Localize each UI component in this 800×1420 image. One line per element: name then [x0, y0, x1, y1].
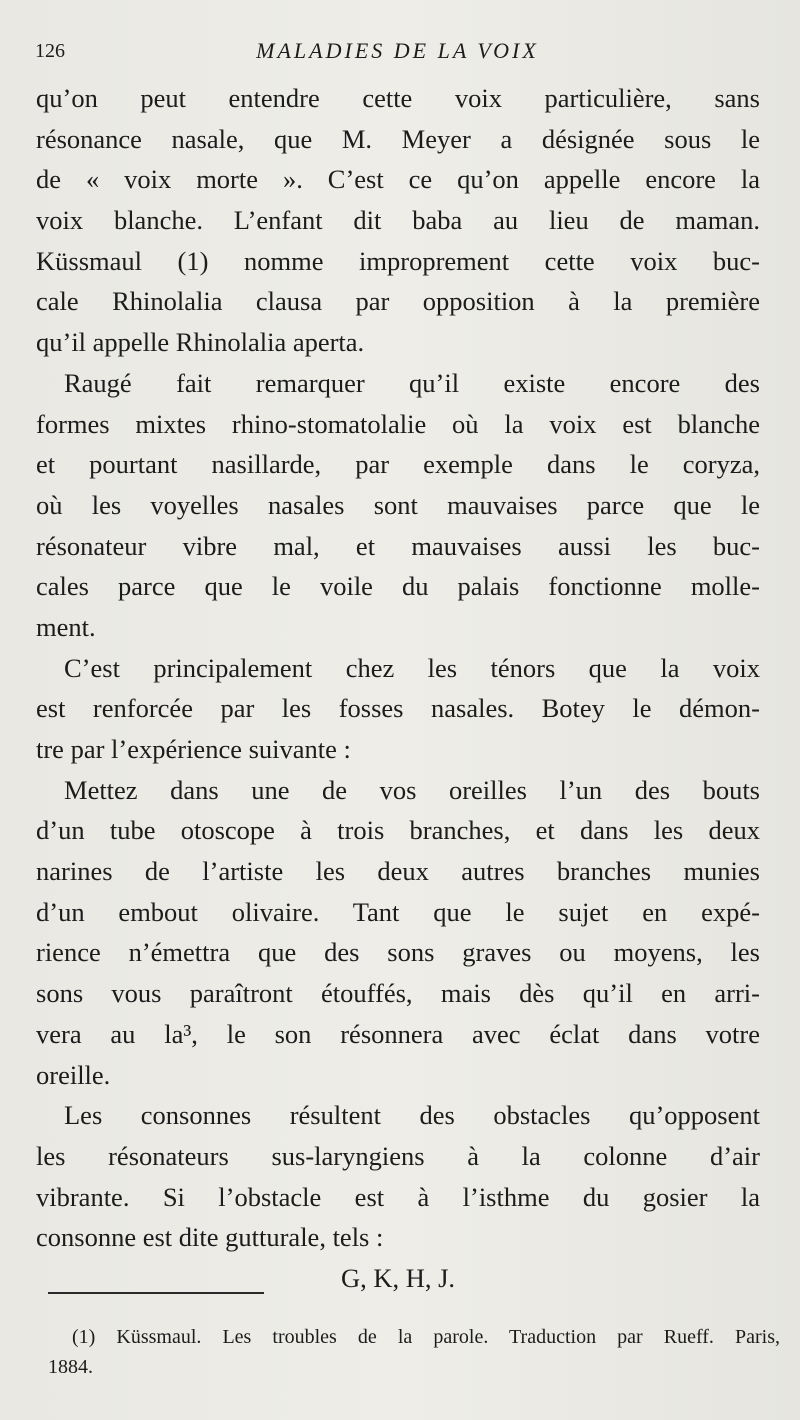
text-line: cales parce que le voile du palais fonctionne molle- [36, 571, 760, 602]
text-line: est renforcée par les fosses nasales. Botey le démon- [36, 693, 760, 724]
text-line: qu’on peut entendre cette voix particulière, sans [36, 83, 760, 113]
footnote [48, 1322, 780, 1382]
text-line: d’un tube otoscope à trois branches, et dans les deux [36, 815, 760, 846]
text-line: Mettez dans une de vos oreilles l’un des bouts [64, 774, 760, 805]
text-line: rience n’émettra que des sons graves ou moyens, les [36, 937, 760, 968]
text-line: ment. [36, 611, 96, 642]
text-line: Les consonnes résultent des obstacles qu’opposent [64, 1100, 760, 1131]
text-line: vera au la³, le son résonnera avec éclat dans votre [36, 1018, 760, 1049]
page-number: 126 [35, 40, 65, 62]
text-line: où les voyelles nasales sont mauvaises parce que le [36, 489, 760, 520]
footnote-line: (1) Küssmaul. Les troubles de la parole. Traduction par Rueff. Paris, [72, 1326, 780, 1348]
footnote-divider [48, 1292, 264, 1294]
body-text [36, 78, 760, 1299]
text-line: consonne est dite gutturale, tels : [36, 1222, 384, 1253]
consonant-list: G, K, H, J. [340, 1262, 456, 1293]
text-line: Raugé fait remarquer qu’il existe encore des [64, 367, 760, 398]
text-line: cale Rhinolalia clausa par opposition à la première [36, 286, 760, 317]
text-line: voix blanche. L’enfant dit baba au lieu de maman. [36, 205, 760, 236]
text-line: les résonateurs sus-laryngiens à la colonne d’air [36, 1140, 760, 1171]
running-title: MALADIES DE LA VOIX [256, 38, 539, 63]
text-line: vibrante. Si l’obstacle est à l’isthme du gosier la [36, 1181, 760, 1212]
text-line: d’un embout olivaire. Tant que le sujet en expé- [36, 896, 760, 927]
text-line: et pourtant nasillarde, par exemple dans le coryza, [36, 449, 760, 480]
footnote-line: 1884. [48, 1356, 93, 1378]
text-line: sons vous paraîtront étouffés, mais dès qu’il en arri- [36, 978, 760, 1009]
text-line: Küssmaul (1) nomme improprement cette voix buc- [36, 245, 760, 276]
text-line: narines de l’artiste les deux autres branches munies [36, 856, 760, 887]
text-line: résonateur vibre mal, et mauvaises aussi les buc- [36, 530, 760, 561]
text-line: de « voix morte ». C’est ce qu’on appelle encore la [36, 164, 760, 195]
text-line: formes mixtes rhino-stomatolalie où la voix est blanche [36, 408, 760, 439]
text-line: C’est principalement chez les ténors que la voix [64, 652, 760, 683]
text-line: qu’il appelle Rhinolalia aperta. [36, 327, 365, 358]
text-line: tre par l’expérience suivante : [36, 734, 351, 764]
text-line: résonance nasale, que M. Meyer a désignée sous le [36, 123, 760, 154]
text-line: oreille. [36, 1059, 111, 1090]
page-header [35, 38, 760, 68]
